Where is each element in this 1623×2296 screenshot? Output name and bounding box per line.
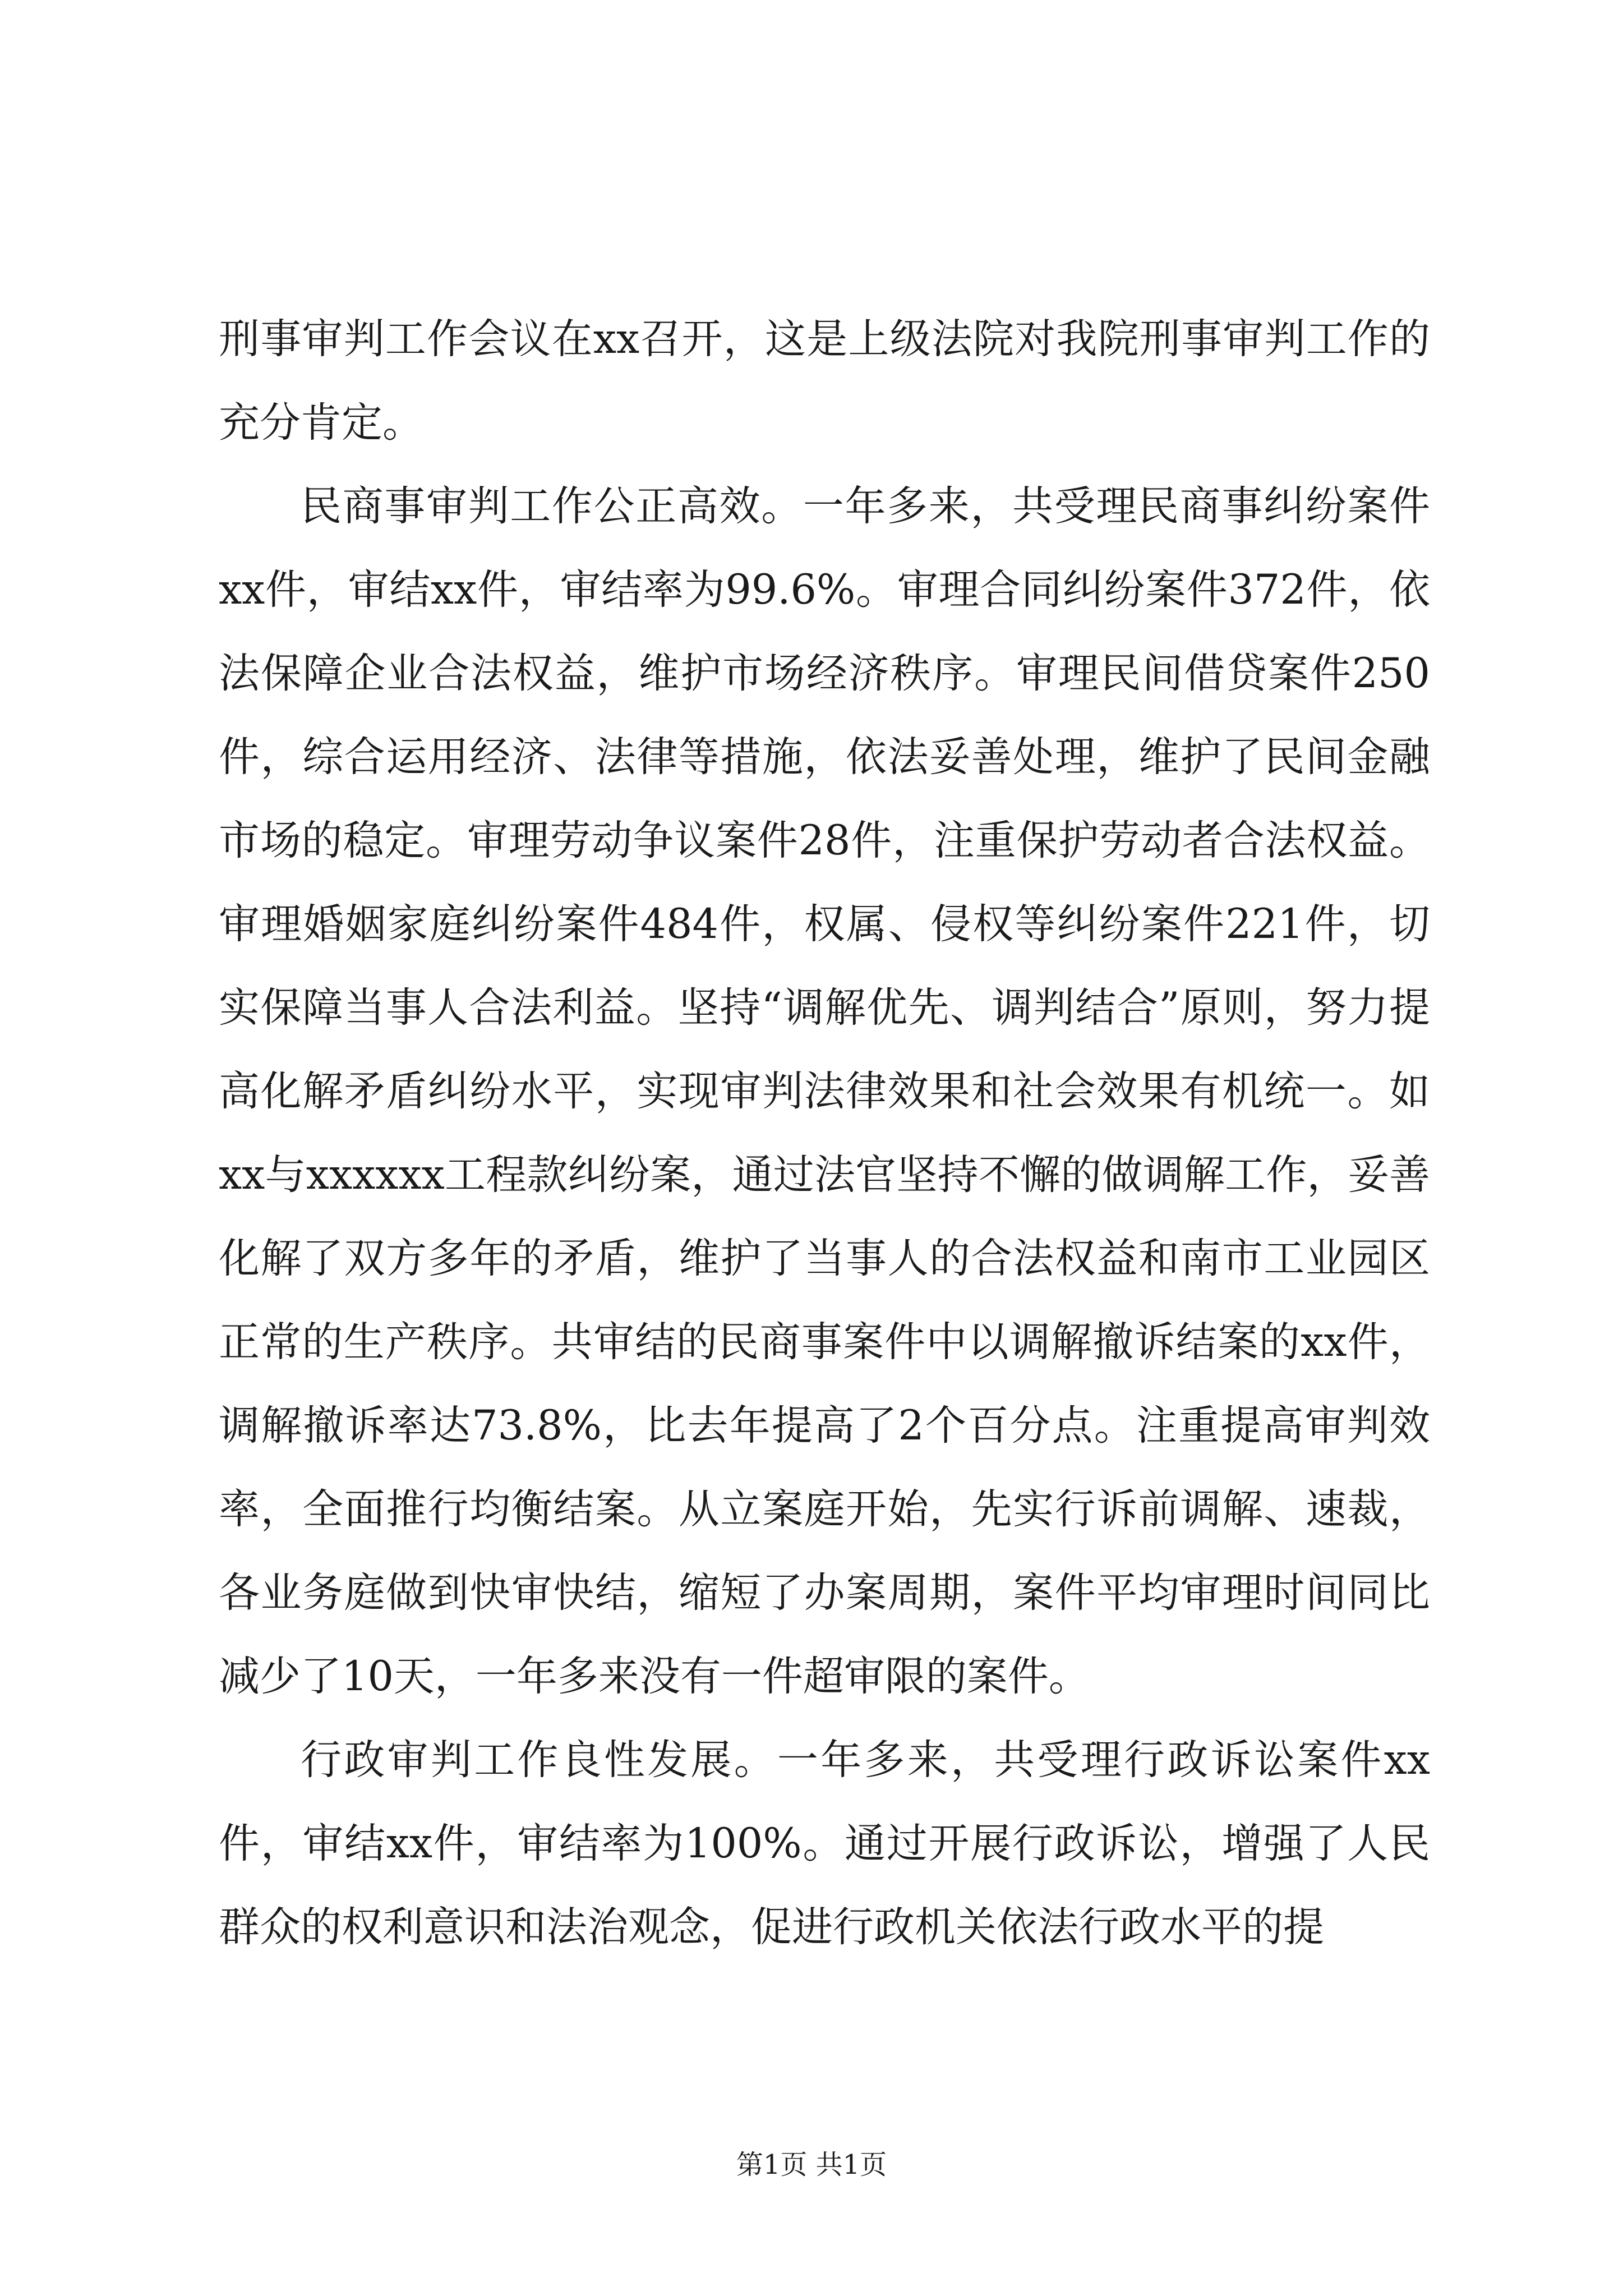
page-footer: 第1页 共1页 <box>736 2149 887 2180</box>
paragraph-1: 刑事审判工作会议在xx召开，这是上级法院对我院刑事审判工作的充分肯定。 <box>219 315 1430 447</box>
document-body <box>219 297 1430 1969</box>
paragraph-2: 民商事审判工作公正高效。一年多来，共受理民商事纠纷案件xx件，审结xx件，审结率为99.6%。审理合同纠纷案件372件，依法保障企业合法权益，维护市场经济秩序。审理民间借贷案件250件，综合运用经济、法律等措施，依法妥善处理，维护了民间金融市场的稳定。审理劳动争议案件28件，注重保护劳动者合法权益。审理婚姻家庭纠纷案件484件，权属、侵权等纠纷案件221件，切实保障当事人合法利益。坚持“调解优先、调判结合”原则，努力提高化解矛盾纠纷水平，实现审判法律效果和社会效果有机统一。如xx与xxxxxx工程款纠纷案，通过法官坚持不懈的做调解工作，妥善化解了双方多年的矛盾，维护了当事人的合法权益和南市工业园区正常的生产秩序。共审结的民商事案件中以调解撤诉结案的xx件，调解撤诉率达73.8%，比去年提高了2个百分点。注重提高审判效率，全面推行均衡结案。从立案庭开始，先实行诉前调解、速裁，各业务庭做到快审快结，缩短了办案周期，案件平均审理时间同比减少了10天，一年多来没有一件超审限的案件。 <box>219 482 1430 1700</box>
paragraph-3: 行政审判工作良性发展。一年多来，共受理行政诉讼案件xx件，审结xx件，审结率为100%。通过开展行政诉讼，增强了人民群众的权利意识和法治观念，促进行政机关依法行政水平的提 <box>219 1736 1430 1951</box>
